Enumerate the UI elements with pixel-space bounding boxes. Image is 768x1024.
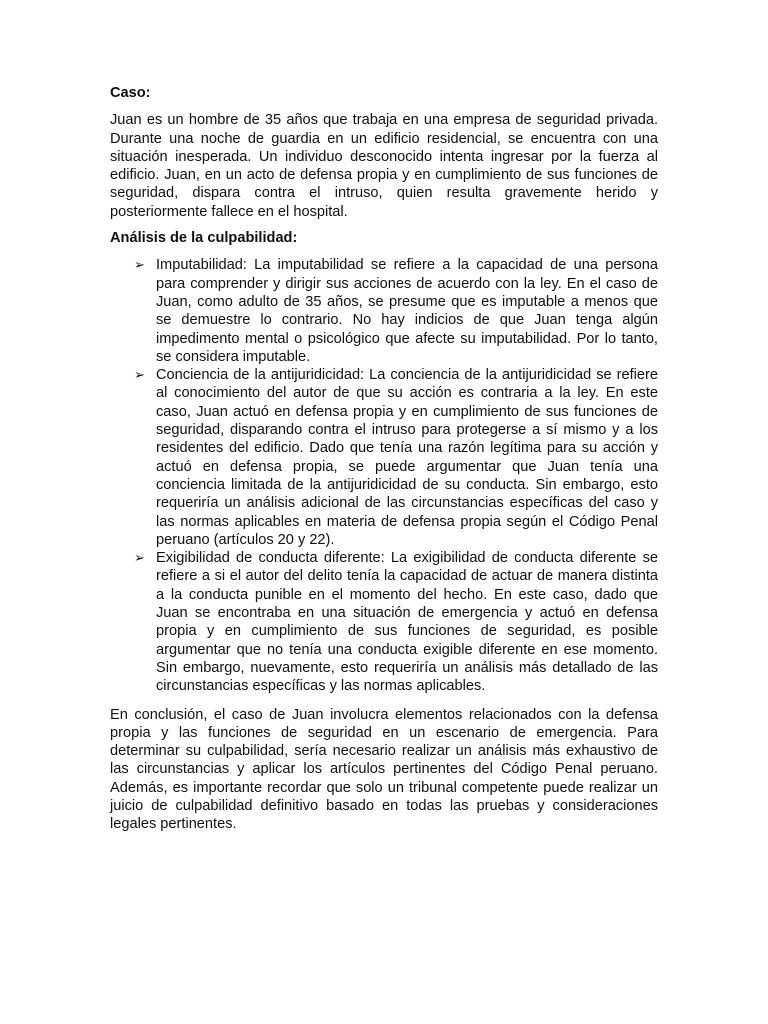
list-item-text: Imputabilidad: La imputabilidad se refiere a la capacidad de una persona para comprender y dirigir sus acciones de acuerdo con la ley. En el caso de Juan, como adulto de 35 años, se presume que es imputable a menos que se demuestre lo contrario. No hay indicios de que Juan tenga algún impedimento mental o psicológico que afecte su imputabilidad. Por lo tanto, se considera imputable. <box>156 257 658 365</box>
arrowhead-bullet-icon: ➢ <box>134 257 145 273</box>
analysis-list <box>110 256 658 695</box>
list-item-text: Conciencia de la antijuridicidad: La conciencia de la antijuridicidad se refiere al conocimiento del autor de que su acción es contraria a la ley. En este caso, Juan actuó en defensa propia y en cumplimiento de sus funciones de seguridad, disparando contra el intruso para protegerse a sí mismo y a los residentes del edificio. Dado que tenía una razón legítima para su acción y actuó en defensa propia, se puede argumentar que Juan tenía una conciencia limitada de la antijuridicidad de su conducta. Sin embargo, esto requeriría un análisis adicional de las circunstancias específicas del caso y las normas aplicables en materia de defensa propia según el Código Penal peruano (artículos 20 y 22). <box>156 367 658 548</box>
case-paragraph: Juan es un hombre de 35 años que trabaja en una empresa de seguridad privada. Durante una noche de guardia en un edificio residencial, se encuentra con una situación inesperada. Un individuo desconocido intenta ingresar por la fuerza al edificio. Juan, en un acto de defensa propia y en cumplimiento de sus funciones de seguridad, dispara contra el intruso, quien resulta gravemente herido y posteriormente fallece en el hospital. <box>110 112 658 220</box>
list-item <box>110 549 658 695</box>
case-heading: Caso: <box>110 85 151 101</box>
list-item <box>110 256 658 366</box>
document-page <box>110 84 658 834</box>
list-item <box>110 366 658 549</box>
arrowhead-bullet-icon: ➢ <box>134 367 145 383</box>
arrowhead-bullet-icon: ➢ <box>134 550 145 566</box>
analysis-heading: Análisis de la culpabilidad: <box>110 230 298 247</box>
conclusion-paragraph: En conclusión, el caso de Juan involucra elementos relacionados con la defensa propia y las funciones de seguridad en un escenario de emergencia. Para determinar su culpabilidad, sería necesario realizar un análisis más exhaustivo de las circunstancias y aplicar los artículos pertinentes del Código Penal peruano. Además, es importante recordar que solo un tribunal competente puede realizar un juicio de culpabilidad definitivo basado en todas las pruebas y consideraciones legales pertinentes. <box>110 706 658 833</box>
list-item-text: Exigibilidad de conducta diferente: La exigibilidad de conducta diferente se refiere a si el autor del delito tenía la capacidad de actuar de manera distinta a la conducta punible en el momento del hecho. En este caso, dado que Juan se encontraba en una situación de emergencia y actuó en defensa propia y en cumplimiento de sus funciones de seguridad, es posible argumentar que no tenía una conducta exigible diferente en ese momento. Sin embargo, nuevamente, esto requeriría un análisis más detallado de las circunstancias específicas y las normas aplicables. <box>156 550 658 695</box>
